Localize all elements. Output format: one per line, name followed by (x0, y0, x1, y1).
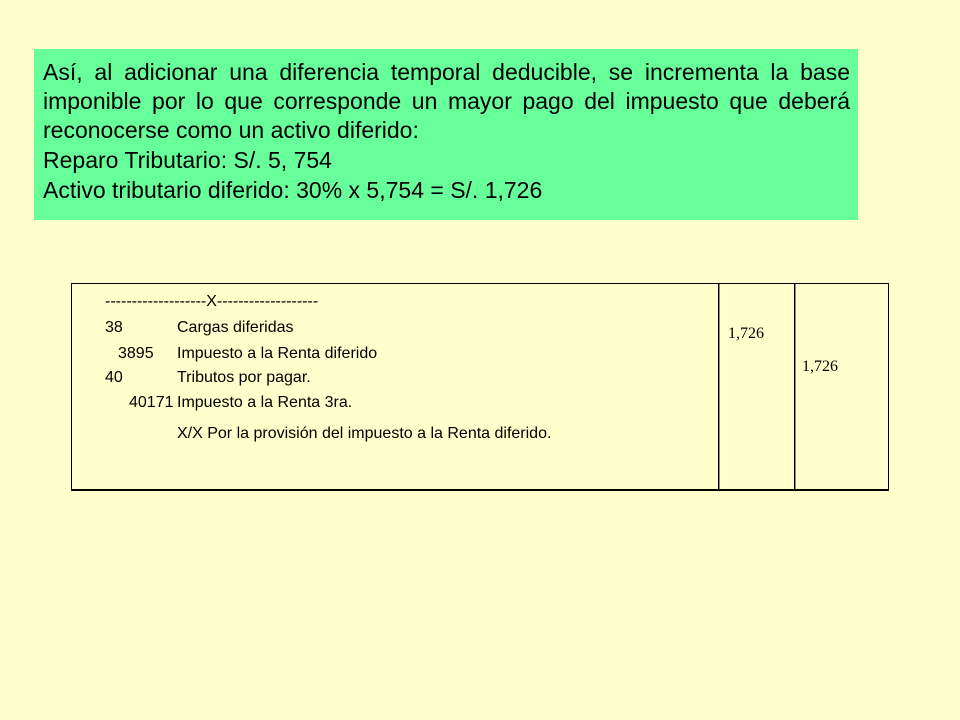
account-description: Cargas diferidas (177, 319, 294, 336)
explanation-paragraph: Así, al adicionar una diferencia temporal deducible, se incrementa la base imponible por lo que corresponde un mayor pago del impuesto que deberá reconocerse como un activo diferido: (43, 59, 850, 143)
account-code: 3895 (118, 345, 154, 362)
entry-header-line: -------------------X------------------- (105, 293, 319, 310)
account-code: 40 (105, 369, 123, 386)
account-code: 40171 (129, 394, 174, 411)
debit-amount: 1,726 (728, 325, 764, 342)
account-description: Impuesto a la Renta diferido (177, 345, 378, 362)
explanation-box (34, 49, 858, 220)
account-code: 38 (105, 319, 123, 336)
credit-column-divider (794, 284, 795, 489)
entry-gloss: X/X Por la provisión del impuesto a la Renta diferido. (177, 425, 552, 442)
credit-amount: 1,726 (802, 358, 838, 375)
journal-entry-table (71, 283, 889, 491)
debit-column-divider (718, 284, 719, 489)
account-description: Impuesto a la Renta 3ra. (177, 394, 353, 411)
account-description: Tributos por pagar. (177, 369, 311, 386)
tax-adjustment-line: Reparo Tributario: S/. 5, 754 (43, 147, 332, 173)
deferred-tax-asset-line: Activo tributario diferido: 30% x 5,754 = S/. 1,726 (43, 177, 543, 203)
